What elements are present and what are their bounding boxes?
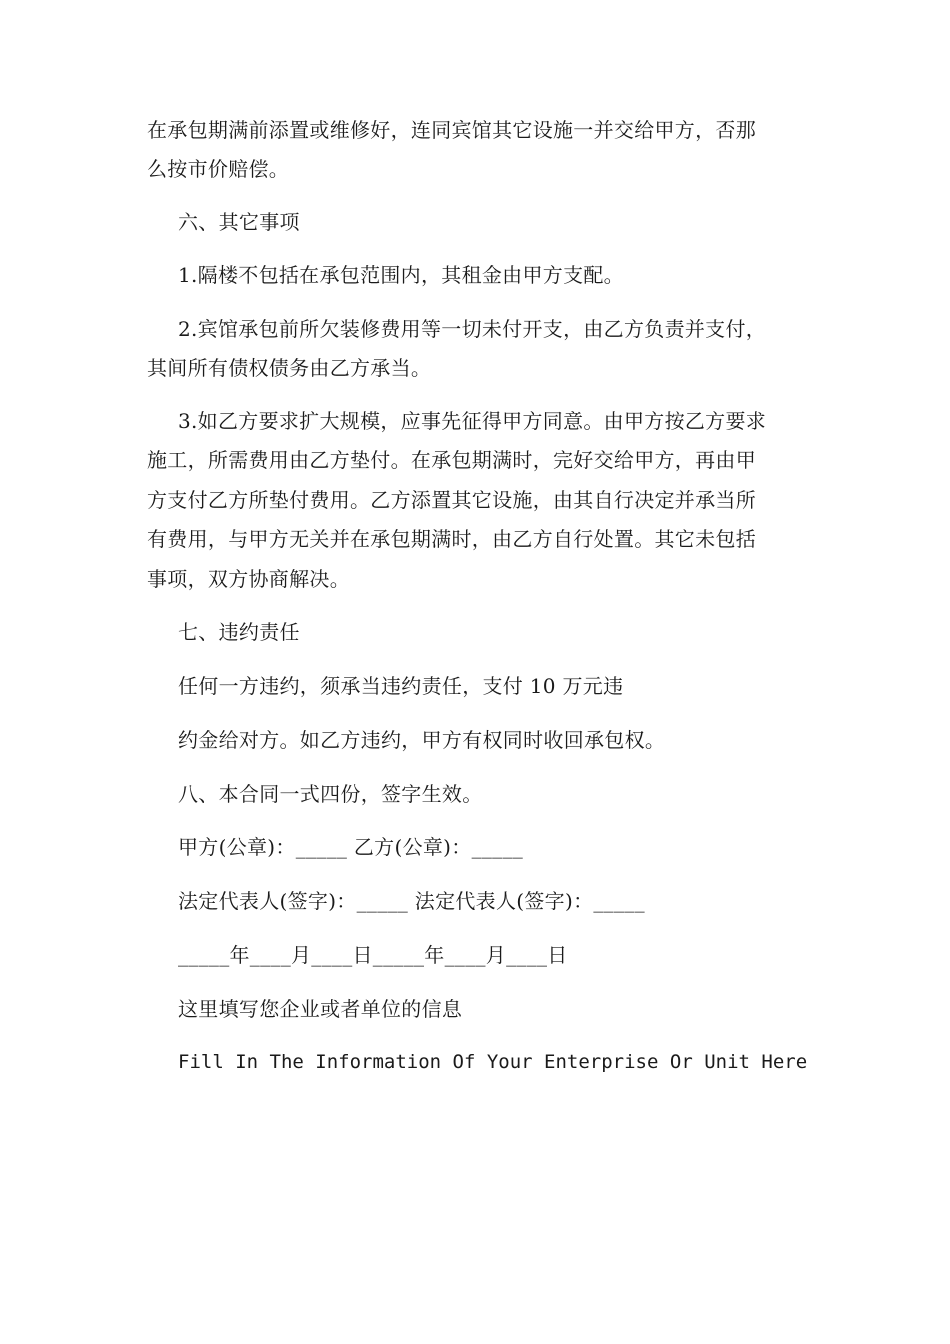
paragraph-line: 在承包期满前添置或维修好，连同宾馆其它设施一并交给甲方，否那 [147,118,756,142]
clause-3-line: 方支付乙方所垫付费用。乙方添置其它设施，由其自行决定并承当所 [147,488,756,512]
clause-2-line: 其间所有债权债务由乙方承当。 [147,356,432,380]
section-heading-other-matters: 六、其它事项 [178,210,300,234]
representative-signature-line: 法定代表人(签字)：_____ 法定代表人(签字)：_____ [178,889,645,913]
clause-2-line: 2.宾馆承包前所欠装修费用等一切未付开支，由乙方负责并支付， [178,317,767,341]
clause-3-line: 事项，双方协商解决。 [147,567,350,591]
clause-3-line: 有费用，与甲方无关并在承包期满时，由乙方自行处置。其它未包括 [147,527,756,551]
clause-3-line: 3.如乙方要求扩大规模，应事先征得甲方同意。由甲方按乙方要求 [178,409,767,433]
clause-3-line: 施工，所需费用由乙方垫付。在承包期满时，完好交给甲方，再由甲 [147,448,756,472]
enterprise-info-placeholder-en: Fill In The Information Of Your Enterprise Or Unit Here [178,1051,808,1073]
section-heading-copies: 八、本合同一式四份，签字生效。 [178,782,483,806]
breach-line: 约金给对方。如乙方违约，甲方有权同时收回承包权。 [178,728,666,752]
party-seal-line: 甲方(公章)：_____ 乙方(公章)：_____ [178,835,524,859]
breach-line: 任何一方违约，须承当违约责任，支付 10 万元违 [178,674,624,698]
section-heading-breach-liability: 七、违约责任 [178,620,300,644]
enterprise-info-placeholder: 这里填写您企业或者单位的信息 [178,997,463,1021]
paragraph-line: 么按市价赔偿。 [147,157,290,181]
date-line: _____年____月____日_____年____月____日 [178,943,568,967]
clause-1: 1.隔楼不包括在承包范围内，其租金由甲方支配。 [178,263,624,287]
